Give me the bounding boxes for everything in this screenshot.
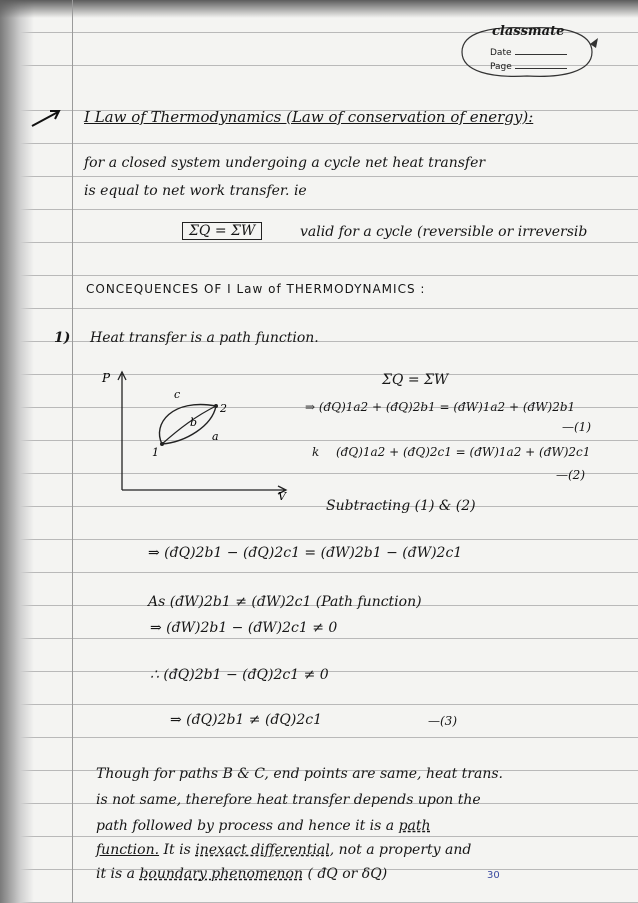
axis-y-label: P (102, 371, 111, 385)
scan-shadow-top (0, 0, 638, 18)
eq-implies-line: ⇒ (đW)2b1 − (đW)2c1 ≠ 0 (150, 620, 338, 636)
margin-arrow-icon (30, 108, 62, 128)
logo-brand: classmate (492, 24, 565, 39)
path-a (162, 406, 216, 444)
page-number: 30 (487, 870, 500, 881)
inexact-term: inexact differential (195, 842, 330, 858)
margin-line (72, 0, 73, 903)
date-field: Date (490, 48, 567, 58)
boxed-note: valid for a cycle (reversible or irreversib (300, 224, 588, 240)
eq-path-b: ⇒ (đQ)1a2 + (đQ)2b1 = (đW)1a2 + (đW)2b1 (305, 400, 576, 414)
label-c: c (174, 388, 181, 401)
axis-x-label: V (278, 490, 286, 503)
para-line-4: function. It is inexact differential, not a property and (96, 842, 472, 858)
classmate-logo (452, 22, 602, 82)
para-line-5: it is a boundary phenomenon ( đQ or δQ) (96, 866, 388, 882)
boxed-equation: ΣQ = ΣW (182, 222, 262, 240)
eq-therefore-line: ∴ (đQ)2b1 − (đQ)2c1 ≠ 0 (150, 667, 329, 683)
eq-as-line: As (đW)2b1 ≠ (đW)2c1 (Path function) (148, 594, 422, 610)
eq-tag-2: —(2) (556, 468, 585, 482)
eq-final: ⇒ (đQ)2b1 ≠ (đQ)2c1 (170, 712, 322, 728)
intro-line-1: for a closed system undergoing a cycle net heat transfer (84, 155, 486, 171)
point-text: Heat transfer is a path function. (90, 330, 319, 346)
para-line-1: Though for paths B & C, end points are same, heat trans. (96, 766, 503, 782)
page-field: Page (490, 62, 567, 72)
para-line-3: path followed by process and hence it is a path (96, 818, 431, 834)
eq-path-c: (đQ)1a2 + (đQ)2c1 = (đW)1a2 + (đW)2c1 (336, 445, 591, 459)
boundary-term: boundary phenomenon (139, 866, 303, 882)
eq-sum: ΣQ = ΣW (382, 372, 449, 388)
path-term: path (398, 818, 431, 834)
page-title: I Law of Thermodynamics (Law of conservation of energy): (84, 108, 534, 126)
label-a: a (212, 430, 219, 443)
intro-line-2: is equal to net work transfer. ie (84, 183, 307, 199)
point-number: 1) (54, 330, 71, 346)
eq-tag-3: —(3) (428, 714, 457, 728)
eq-tag-1: —(1) (562, 420, 591, 434)
path-b (162, 406, 216, 444)
subtracting-note: Subtracting (1) & (2) (326, 498, 476, 514)
pv-diagram (96, 368, 296, 504)
eq-difference: ⇒ (đQ)2b1 − (đQ)2c1 = (đW)2b1 − (đW)2c1 (148, 545, 463, 561)
scan-shadow-left (0, 0, 34, 903)
section-heading: CONCEQUENCES OF I Law of THERMODYNAMICS : (86, 282, 426, 296)
label-2: 2 (220, 402, 227, 415)
eq-prefix: k (312, 445, 320, 459)
para-line-2: is not same, therefore heat transfer depends upon the (96, 792, 481, 808)
label-1: 1 (152, 446, 159, 459)
label-b: b (190, 416, 198, 429)
